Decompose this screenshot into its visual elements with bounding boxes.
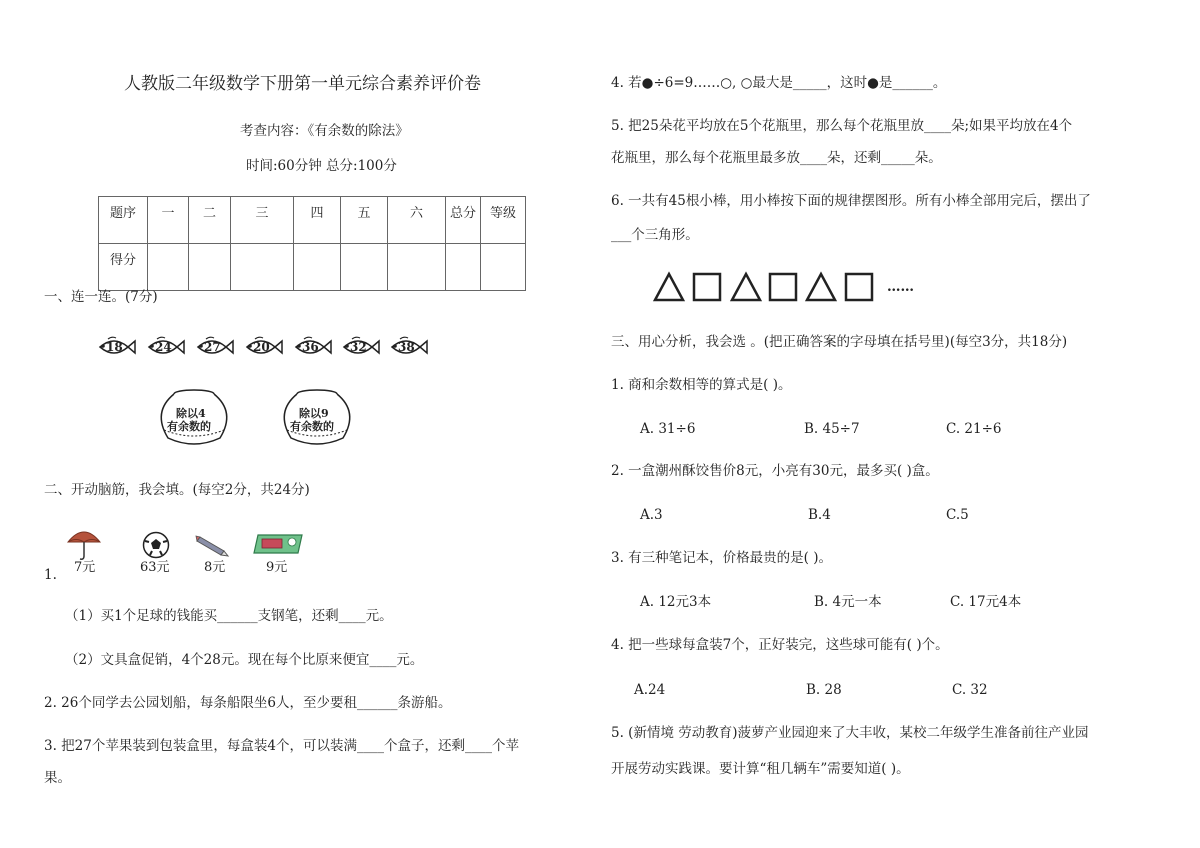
score-cell[interactable] — [341, 244, 388, 291]
s3-q3-text: 3. 有三种笔记本，价格最贵的是( )。 — [611, 550, 832, 566]
s3-q3-option-a[interactable]: A. 12元3本 — [640, 594, 712, 610]
fish-number: 27 — [204, 340, 221, 354]
fish-number: 38 — [398, 340, 415, 354]
score-header-cell: 五 — [341, 197, 388, 244]
score-table-row — [99, 244, 526, 291]
soccer-ball-icon — [142, 531, 170, 559]
fish-number: 24 — [155, 340, 172, 354]
time-info: 时间:60分钟 总分:100分 — [246, 158, 397, 174]
score-header-cell: 等级 — [481, 197, 526, 244]
score-header-cell: 一 — [148, 197, 189, 244]
pen-icon — [197, 532, 229, 558]
fish-item[interactable] — [388, 337, 428, 359]
s3-q1-option-b[interactable]: B. 45÷7 — [804, 421, 860, 437]
s3-q2-text: 2. 一盒潮州酥饺售价8元，小亮有30元，最多买( )盒。 — [611, 463, 939, 479]
score-header-cell: 三 — [231, 197, 294, 244]
score-table-header-row — [99, 197, 526, 244]
score-cell[interactable] — [446, 244, 481, 291]
score-cell[interactable] — [231, 244, 294, 291]
score-header-cell: 题序 — [99, 197, 148, 244]
fish-item[interactable] — [340, 337, 380, 359]
s3-q1-option-a[interactable]: A. 31÷6 — [640, 421, 696, 437]
bowl-line1: 除以9 — [299, 407, 329, 420]
s3-q5-line1: 5. (新情境 劳动教育)菠萝产业园迎来了大丰收，某校二年级学生准备前往产业园 — [611, 725, 1089, 741]
s3-q4-option-a[interactable]: A.24 — [634, 682, 666, 698]
q1-sub1: （1）买1个足球的钱能买______支钢笔，还剩____元。 — [65, 608, 393, 624]
q6-line2: ___个三角形。 — [611, 227, 699, 243]
section3-heading: 三、用心分析，我会选 。(把正确答案的字母填在括号里)(每空3分，共18分) — [611, 334, 1068, 350]
score-header-cell: 总分 — [446, 197, 481, 244]
fish-item[interactable] — [243, 337, 283, 359]
score-table — [98, 196, 526, 291]
fish-number: 32 — [350, 340, 367, 354]
triangle-shape — [732, 274, 760, 300]
price-ball: 63元 — [140, 560, 170, 575]
section2-heading: 二、开动脑筋，我会填。(每空2分，共24分) — [44, 482, 310, 498]
bowl-line2: 有余数的 — [167, 420, 211, 433]
score-cell[interactable] — [189, 244, 231, 291]
page-title: 人教版二年级数学下册第一单元综合素养评价卷 — [124, 74, 481, 94]
price-pen: 8元 — [204, 560, 226, 575]
score-cell[interactable] — [294, 244, 341, 291]
s3-q4-text: 4. 把一些球每盒装7个，正好装完，这些球可能有( )个。 — [611, 637, 949, 653]
q6-line1: 6. 一共有45根小棒，用小棒按下面的规律摆图形。所有小棒全部用完后，摆出了 — [611, 193, 1091, 209]
fish-number: 36 — [302, 340, 319, 354]
fish-item[interactable] — [145, 337, 185, 359]
q1-number: 1. — [44, 567, 57, 583]
subtitle: 考查内容：《有余数的除法》 — [240, 123, 409, 139]
score-header-cell: 二 — [189, 197, 231, 244]
q4-text: 4. 若●÷6=9……○, ○最大是_____，这时●是______。 — [611, 75, 947, 91]
price-pencil-box: 9元 — [266, 560, 288, 575]
bowl-line2: 有余数的 — [290, 420, 334, 433]
q1-sub2: （2）文具盒促销，4个28元。现在每个比原来便宜____元。 — [65, 652, 424, 668]
fish-item[interactable] — [194, 337, 234, 359]
fish-bowl[interactable] — [277, 388, 357, 448]
umbrella-icon — [66, 526, 102, 560]
score-header-cell: 四 — [294, 197, 341, 244]
fish-item[interactable] — [96, 337, 136, 359]
square-shape — [846, 274, 872, 300]
s3-q2-option-b[interactable]: B.4 — [808, 507, 831, 523]
fish-bowl[interactable] — [154, 388, 234, 448]
fish-number: 18 — [106, 340, 123, 354]
pattern-ellipsis: …… — [887, 279, 914, 295]
s3-q1-text: 1. 商和余数相等的算式是( )。 — [611, 377, 792, 393]
q5-line2: 花瓶里，那么每个花瓶里最多放____朵，还剩_____朵。 — [611, 150, 942, 166]
q3-line2: 果。 — [44, 770, 71, 786]
section1-heading: 一、连一连。(7分) — [44, 289, 158, 305]
price-umbrella: 7元 — [74, 560, 96, 575]
s3-q4-option-c[interactable]: C. 32 — [952, 682, 988, 698]
q5-line1: 5. 把25朵花平均放在5个花瓶里，那么每个花瓶里放____朵;如果平均放在4个 — [611, 118, 1073, 134]
s3-q3-option-c[interactable]: C. 17元4本 — [950, 594, 1022, 610]
s3-q4-option-b[interactable]: B. 28 — [806, 682, 842, 698]
triangle-shape — [807, 274, 835, 300]
score-header-cell: 六 — [388, 197, 446, 244]
score-cell[interactable] — [388, 244, 446, 291]
s3-q5-line2: 开展劳动实践课。要计算“租几辆车”需要知道( )。 — [611, 761, 910, 777]
s3-q2-option-a[interactable]: A.3 — [640, 507, 663, 523]
square-shape — [694, 274, 720, 300]
fish-defs — [0, 0, 1, 1]
s3-q2-option-c[interactable]: C.5 — [946, 507, 969, 523]
s3-q3-option-b[interactable]: B. 4元一本 — [814, 594, 882, 610]
q3-line1: 3. 把27个苹果装到包装盒里，每盒装4个，可以装满____个盒子，还剩____个苹 — [44, 738, 519, 754]
q2-text: 2. 26个同学去公园划船，每条船限坐6人，至少要租______条游船。 — [44, 695, 452, 711]
triangle-shape — [655, 274, 683, 300]
fish-number: 20 — [253, 340, 270, 354]
score-row-label: 得分 — [99, 244, 148, 291]
stick-pattern — [652, 270, 882, 304]
score-cell[interactable] — [148, 244, 189, 291]
bowl-line1: 除以4 — [176, 407, 206, 420]
fish-item[interactable] — [292, 337, 332, 359]
score-cell[interactable] — [481, 244, 526, 291]
pencil-box-icon — [252, 533, 304, 557]
s3-q1-option-c[interactable]: C. 21÷6 — [946, 421, 1002, 437]
square-shape — [770, 274, 796, 300]
